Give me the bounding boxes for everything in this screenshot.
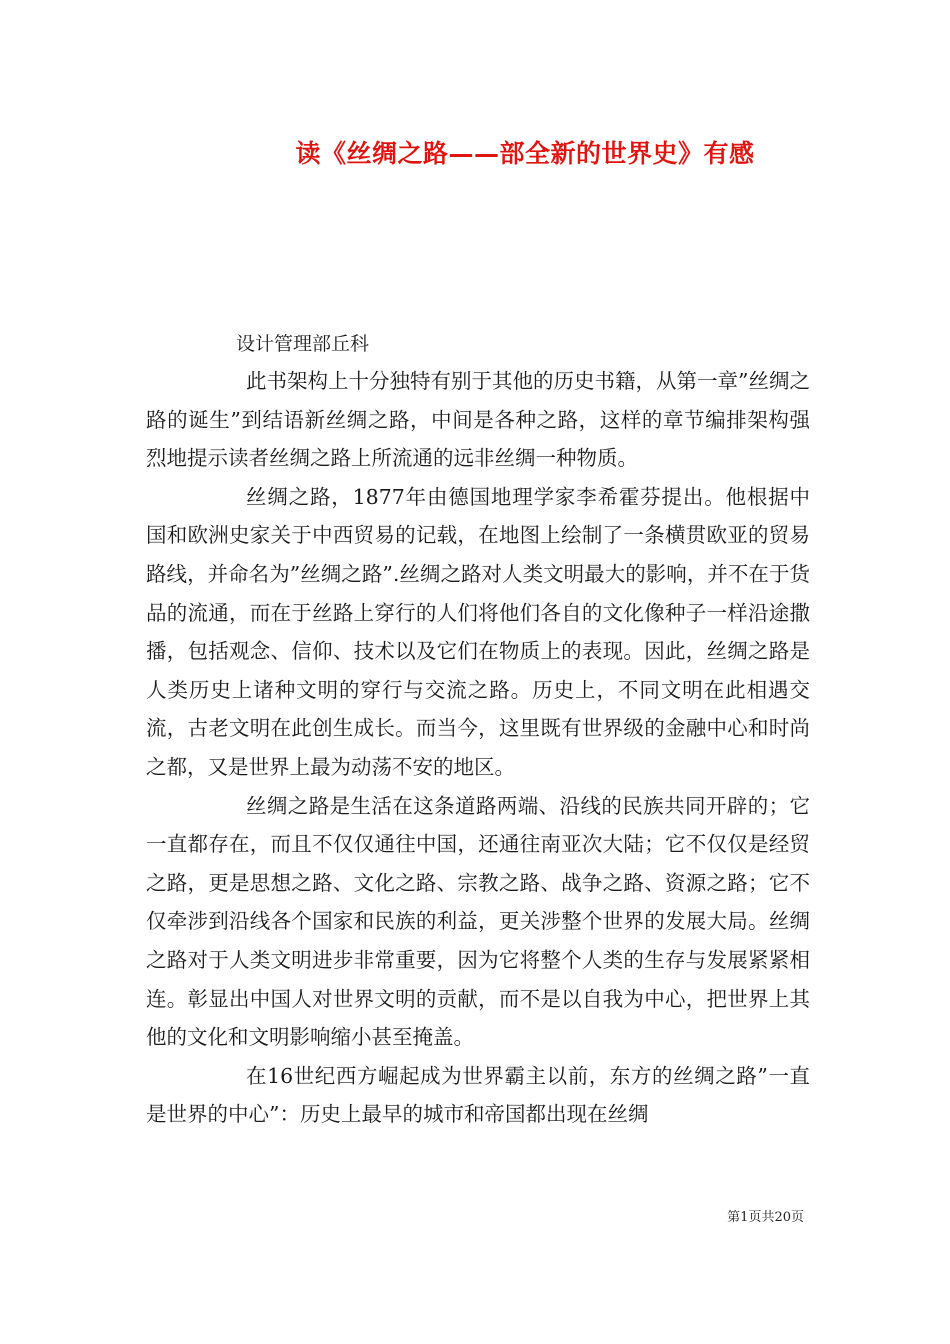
page-footer: 第1页共20页 xyxy=(727,1210,804,1225)
author-line: 设计管理部丘科 xyxy=(236,333,370,355)
paragraph: 丝绸之路是生活在这条道路两端、沿线的民族共同开辟的；它一直都存在，而且不仅仅通往中国，还通往南亚次大陆；它不仅仅是经贸之路，更是思想之路、文化之路、宗教之路、战争之路、资源之路；它不仅牵涉到沿线各个国家和民族的利益，更关涉整个世界的发展大局。丝绸之路对于人类文明进步非常重要，因为它将整个人类的生存与发展紧紧相连。彰显出中国人对世界文明的贡献，而不是以自我为中心，把世界上其他的文化和文明影响缩小甚至掩盖。 xyxy=(146,793,810,1050)
document-body xyxy=(146,362,810,1134)
paragraph: 丝绸之路，1877年由德国地理学家李希霍芬提出。他根据中国和欧洲史家关于中西贸易的记载，在地图上绘制了一条横贯欧亚的贸易路线，并命名为”丝绸之路”.丝绸之路对人类文明最大的影响，并不在于货品的流通，而在于丝路上穿行的人们将他们各自的文化像种子一样沿途撒播，包括观念、信仰、技术以及它们在物质上的表现。因此，丝绸之路是人类历史上诸种文明的穿行与交流之路。历史上，不同文明在此相遇交流，古老文明在此创生成长。而当今，这里既有世界级的金融中心和时尚之都，又是世界上最为动荡不安的地区。 xyxy=(146,484,810,779)
paragraph: 在16世纪西方崛起成为世界霸主以前，东方的丝绸之路”一直是世界的中心”：历史上最早的城市和帝国都出现在丝绸 xyxy=(146,1063,810,1127)
document-title: 读《丝绸之路——部全新的世界史》有感 xyxy=(295,139,755,168)
paragraph: 此书架构上十分独特有别于其他的历史书籍，从第一章”丝绸之路的诞生”到结语新丝绸之路，中间是各种之路，这样的章节编排架构强烈地提示读者丝绸之路上所流通的远非丝绸一种物质。 xyxy=(146,369,810,471)
